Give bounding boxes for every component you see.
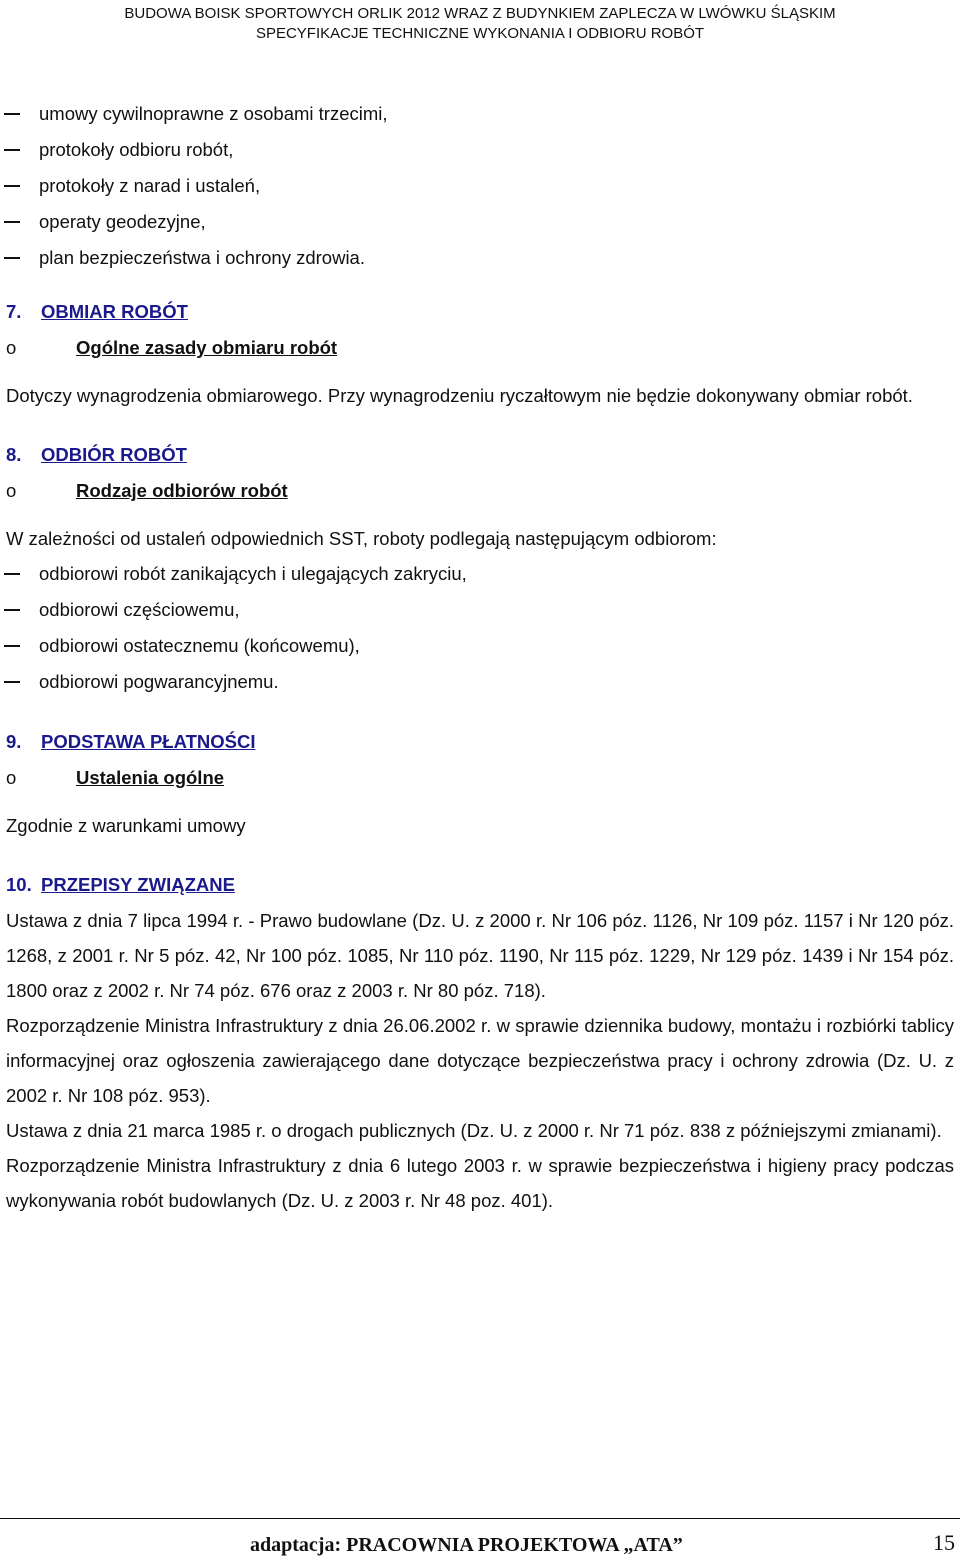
paragraph: W zależności od ustaleń odpowiednich SST, roboty podlegają następującym odbiorom: [6, 528, 717, 549]
dash-bullet-icon [4, 681, 20, 683]
section-title: ODBIÓR ROBÓT [41, 444, 187, 465]
dash-bullet-icon [4, 609, 20, 611]
list-item: odbiorowi częściowemu, [0, 592, 960, 628]
header-project-title: BUDOWA BOISK SPORTOWYCH ORLIK 2012 WRAZ Z BUDYNKIEM ZAPLECZA W LWÓWKU ŚLĄSKIM [124, 5, 836, 22]
dash-bullet-icon [4, 185, 20, 187]
section-heading-7 [0, 294, 960, 330]
header-document-title: SPECYFIKACJE TECHNICZNE WYKONANIA I ODBIORU ROBÓT [255, 25, 705, 42]
regulation-paragraph: Rozporządzenie Ministra Infrastruktury z dnia 6 lutego 2003 r. w sprawie bezpieczeństwa i higieny pracy podczas wykonywania robót budowlanych (Dz. U. z 2003 r. Nr 48 poz. 401). [6, 1155, 954, 1211]
circle-bullet-icon: o [6, 337, 17, 358]
regulation-paragraph: Ustawa z dnia 21 marca 1985 r. o drogach publicznych (Dz. U. z 2000 r. Nr 71 póz. 838 z późniejszymi zmianami). [6, 1120, 942, 1141]
list-item: plan bezpieczeństwa i ochrony zdrowia. [0, 240, 960, 276]
section-number: 8. [6, 444, 22, 465]
section-number: 10. [6, 874, 32, 895]
section-number: 7. [6, 301, 22, 322]
subsection-title: Ustalenia ogólne [76, 767, 225, 788]
paragraph: Dotyczy wynagrodzenia obmiarowego. Przy wynagrodzeniu ryczałtowym nie będzie dokonywany obmiar robót. [6, 385, 913, 406]
section-title: PRZEPISY ZWIĄZANE [41, 874, 235, 895]
subsection-heading [0, 760, 960, 796]
list-item: odbiorowi pogwarancyjnemu. [0, 664, 960, 700]
subsection-title: Ogólne zasady obmiaru robót [76, 337, 338, 358]
footer-credit: adaptacja: PRACOWNIA PROJEKTOWA „ATA” [250, 1534, 683, 1556]
paragraph: Zgodnie z warunkami umowy [6, 815, 246, 836]
section-heading-10 [0, 867, 960, 903]
list-item: protokoły z narad i ustaleń, [0, 168, 960, 204]
dash-bullet-icon [4, 573, 20, 575]
list-item: operaty geodezyjne, [0, 204, 960, 240]
dash-bullet-icon [4, 645, 20, 647]
subsection-heading [0, 473, 960, 509]
regulation-paragraph: Rozporządzenie Ministra Infrastruktury z dnia 26.06.2002 r. w sprawie dziennika budowy, montażu i rozbiórki tablicy informacyjnej oraz ogłoszenia zawierającego dane dotyczące bezpieczeństwa pracy i ochrony zdrowia (Dz. U. z 2002 r. Nr 108 póz. 953). [6, 1015, 954, 1106]
subsection-title: Rodzaje odbiorów robót [76, 480, 288, 501]
section-title: PODSTAWA PŁATNOŚCI [41, 731, 256, 752]
page-number: 15 [933, 1530, 955, 1555]
circle-bullet-icon: o [6, 767, 17, 788]
list-item: protokoły odbioru robót, [0, 132, 960, 168]
list-item: odbiorowi robót zanikających i ulegających zakryciu, [0, 556, 960, 592]
dash-bullet-icon [4, 149, 20, 151]
list-item: odbiorowi ostatecznemu (końcowemu), [0, 628, 960, 664]
regulation-paragraph: Ustawa z dnia 7 lipca 1994 r. - Prawo budowlane (Dz. U. z 2000 r. Nr 106 póz. 1126, Nr 109 póz. 1157 i Nr 120 póz. 1268, z 2001 r. Nr 5 póz. 42, Nr 100 póz. 1085, Nr 110 póz. 1190, Nr 115 póz. 1229, Nr 129 póz. 1439 i Nr 154 póz. 1800 oraz z 2002 r. Nr 74 póz. 676 oraz z 2003 r. Nr 80 póz. 718). [6, 910, 954, 1001]
circle-bullet-icon: o [6, 480, 17, 501]
subsection-heading [0, 330, 960, 366]
section-number: 9. [6, 731, 22, 752]
list-item: umowy cywilnoprawne z osobami trzecimi, [0, 96, 960, 132]
section-heading-9 [0, 724, 960, 760]
page-footer [250, 1530, 955, 1560]
section-title: OBMIAR ROBÓT [41, 301, 188, 322]
section-heading-8 [0, 437, 960, 473]
dash-bullet-icon [4, 257, 20, 259]
footer-divider [0, 1518, 960, 1519]
dash-bullet-icon [4, 113, 20, 115]
document-body [0, 96, 960, 1218]
dash-bullet-icon [4, 221, 20, 223]
page-header [0, 4, 960, 44]
